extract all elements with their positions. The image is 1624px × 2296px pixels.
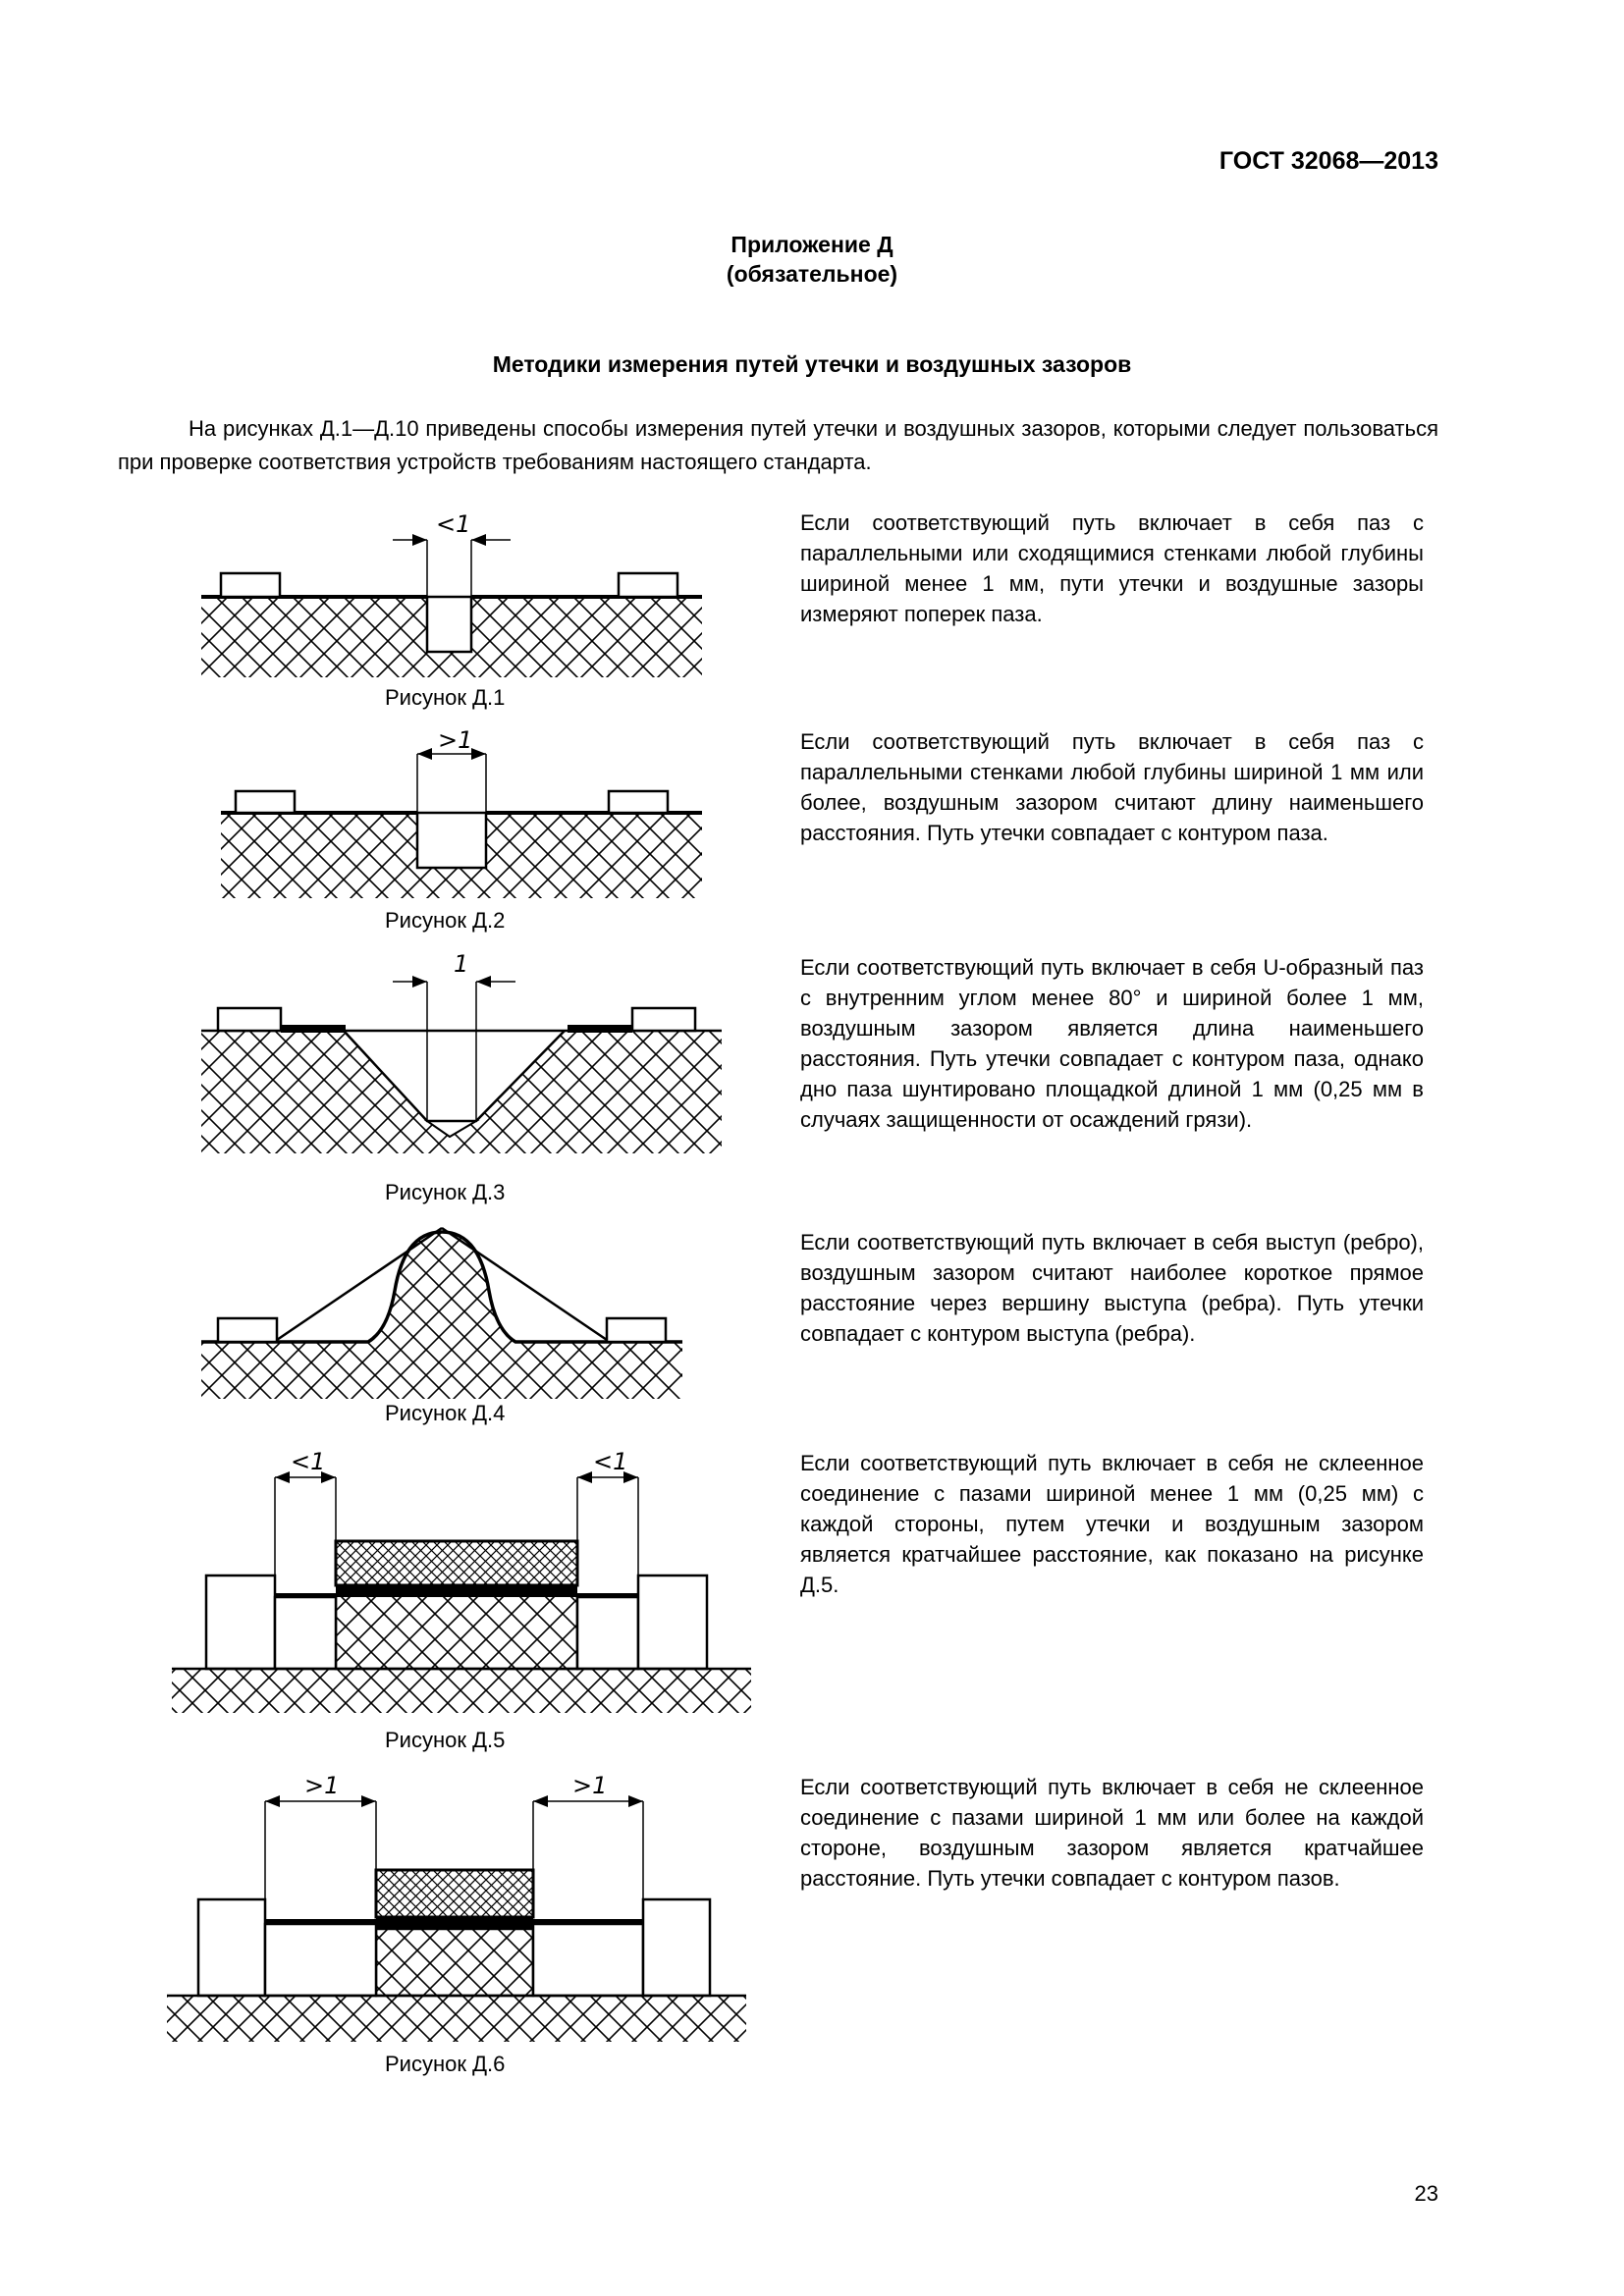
appendix-status: (обязательное): [726, 261, 898, 287]
figure-d3-text: Если соответствующий путь включает в себя U-образный паз с внутренним углом менее 80° и шириной более 1 мм, воздушным зазором является длина наименьшего расстояния. Путь утечки совпадает с контуром паза, однако дно паза шунтировано площадкой длиной 1 мм (0,25 мм в случаях защищенности от осаждений грязи).: [800, 955, 1424, 1132]
figure-d2-diagram: [216, 726, 707, 898]
figure-d5-caption: Рисунок Д.5: [385, 1728, 506, 1752]
dim-label-right: <1: [593, 1448, 628, 1475]
figure-d3-diagram: [196, 952, 727, 1153]
intro-paragraph: На рисунках Д.1—Д.10 приведены способы измерения путей утечки и воздушных зазоров, которыми следует пользоваться при проверке соответствия устройств требованиям настоящего стандарта.: [118, 416, 1438, 474]
dim-label-right: >1: [572, 1772, 608, 1799]
figure-d4-diagram: [196, 1222, 687, 1399]
figure-d5-diagram: [167, 1448, 756, 1713]
appendix-title: Приложение Д: [731, 232, 893, 257]
figure-d1-caption: Рисунок Д.1: [385, 685, 506, 710]
dim-label-left: <1: [291, 1448, 326, 1475]
dim-label: >1: [438, 726, 473, 754]
dim-label: <1: [436, 510, 471, 538]
section-title: Методики измерения путей утечки и воздушных зазоров: [492, 351, 1132, 377]
figure-d3-caption: Рисунок Д.3: [385, 1180, 506, 1204]
figure-d6-caption: Рисунок Д.6: [385, 2052, 506, 2076]
page-number: 23: [1414, 2181, 1438, 2206]
figure-d6-text: Если соответствующий путь включает в себя не склеенное соединение с пазами шириной 1 мм или более на каждой стороне, воздушным зазором является кратчайшее расстояние. Путь утечки совпадает с контуром пазов.: [800, 1775, 1424, 1891]
figure-d4-text: Если соответствующий путь включает в себя выступ (ребро), воздушным зазором считают наиболее короткое прямое расстояние через вершину выступа (ребра). Путь утечки совпадает с контуром выступа (ребра).: [800, 1230, 1424, 1346]
figure-d5-text: Если соответствующий путь включает в себя не склеенное соединение с пазами шириной менее 1 мм (0,25 мм) с каждой стороны, путем утечки и воздушным зазором является кратчайшее расстояние, как показано на рисунке Д.5.: [800, 1451, 1424, 1597]
dim-label-left: >1: [304, 1772, 340, 1799]
figure-d1-text: Если соответствующий путь включает в себя паз с параллельными или сходящимися стенками любой глубины шириной менее 1 мм, пути утечки и воздушные зазоры измеряют поперек паза.: [800, 510, 1424, 626]
figure-d4-caption: Рисунок Д.4: [385, 1401, 506, 1425]
figure-d2-text: Если соответствующий путь включает в себя паз с параллельными стенками любой глубины шириной 1 мм или более, воздушным зазором считают длину наименьшего расстояния. Путь утечки совпадает с контуром паза.: [800, 729, 1424, 845]
figure-d2-caption: Рисунок Д.2: [385, 908, 506, 933]
figure-d1-diagram: [196, 501, 707, 677]
figure-d6-diagram: [162, 1772, 751, 2042]
standard-number: ГОСТ 32068—2013: [1218, 147, 1438, 175]
dim-label: 1: [454, 950, 469, 978]
